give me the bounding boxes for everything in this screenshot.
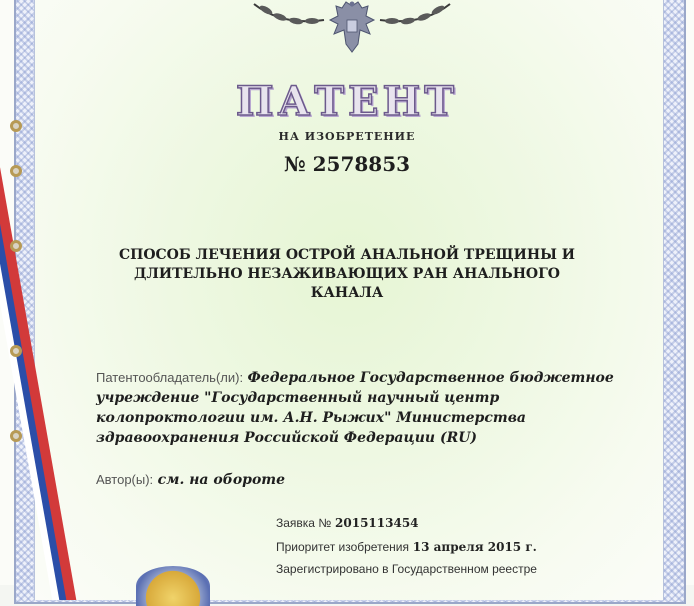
application-number xyxy=(276,516,419,530)
binding-hole xyxy=(10,430,22,442)
priority-date xyxy=(276,540,537,554)
patent-number: № 2578853 xyxy=(283,152,411,176)
laurel-branch-icon xyxy=(252,0,326,30)
seal-icon xyxy=(136,566,210,606)
priority-label: Приоритет изобретения xyxy=(276,540,409,554)
laurel-branch-icon xyxy=(378,0,452,30)
application-value: 2015113454 xyxy=(335,516,419,530)
invention-title-line: СПОСОБ ЛЕЧЕНИЯ ОСТРОЙ АНАЛЬНОЙ ТРЕЩИНЫ И xyxy=(118,247,576,263)
priority-value: 13 апреля 2015 г. xyxy=(412,540,537,554)
document-title: ПАТЕНТ xyxy=(235,78,459,125)
patent-holder-value: Федеральное Государственное бюджетное учреждение "Государственный научный центр колопроктологии им. А.Н. Рыжих" Министерства здравоохранения Российской Федерации (RU) xyxy=(96,370,614,446)
author-label: Автор(ы): xyxy=(96,472,154,487)
binding-hole xyxy=(10,345,22,357)
invention-title-line: ДЛИТЕЛЬНО НЕЗАЖИВАЮЩИХ РАН АНАЛЬНОГО xyxy=(134,266,560,282)
registration-line xyxy=(276,562,537,576)
invention-title xyxy=(100,246,594,303)
patent-holder-label: Патентообладатель(ли): xyxy=(96,370,244,385)
author xyxy=(96,472,285,488)
invention-title-line: КАНАЛА xyxy=(310,285,384,301)
application-label: Заявка № xyxy=(276,516,332,530)
patent-holder xyxy=(96,368,636,448)
binding-hole xyxy=(10,240,22,252)
registration-text: Зарегистрировано в Государственном реестре xyxy=(276,562,537,576)
author-value: см. на обороте xyxy=(157,472,286,488)
document-subtitle: НА ИЗОБРЕТЕНИЕ xyxy=(278,130,416,143)
double-headed-eagle-icon xyxy=(326,0,378,56)
